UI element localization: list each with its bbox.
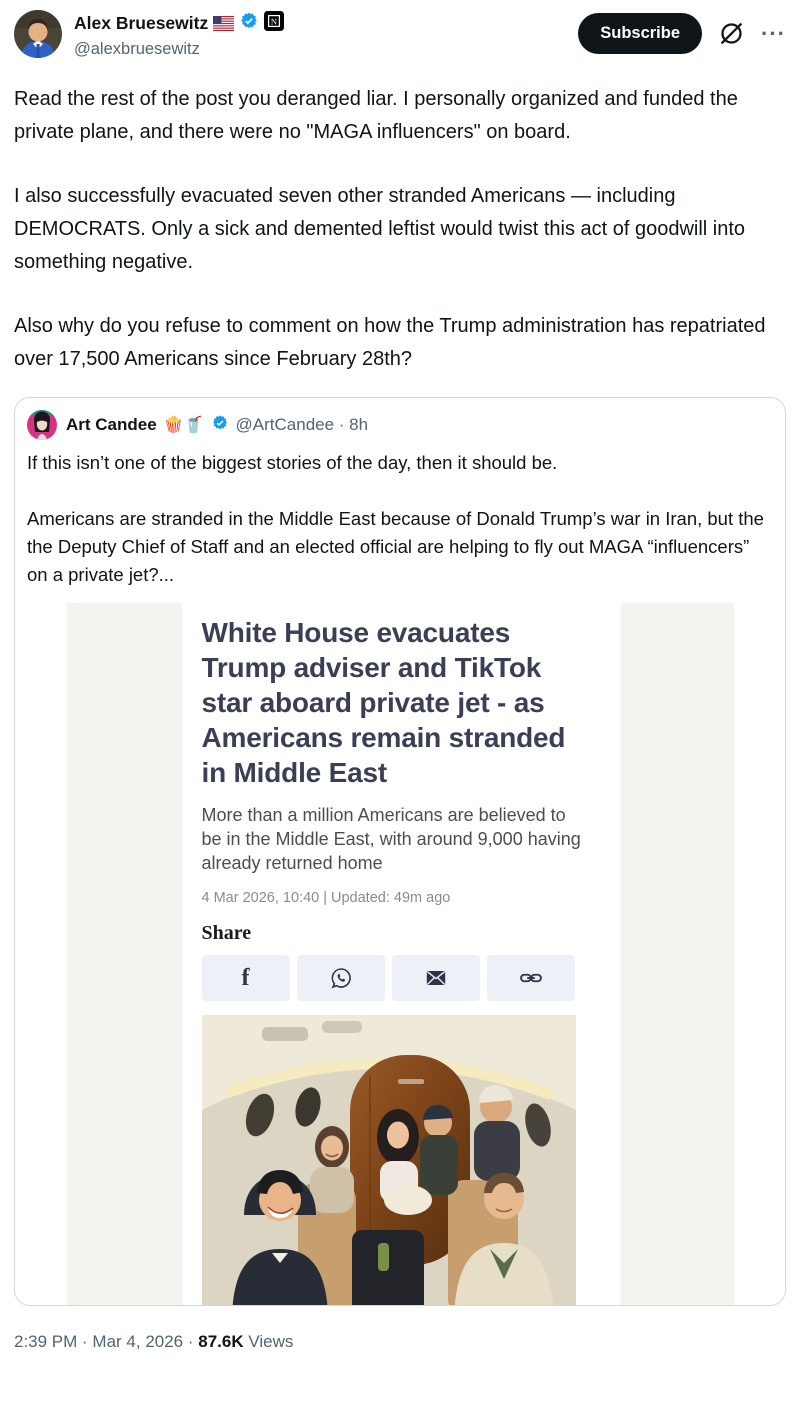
quoted-name-emojis: 🍿🥤 [163, 417, 204, 434]
header-actions [578, 10, 786, 54]
article-headline: White House evacuates Trump adviser and TikTok star aboard private jet - as Americans remain stranded in Middle East [201, 617, 566, 788]
article-screenshot[interactable] [67, 603, 734, 1306]
views-count: 87.6K [198, 1332, 244, 1351]
quoted-paragraph: Americans are stranded in the Middle East because of Donald Trump’s war in Iran, but the the Deputy Chief of Staff and an elected official are helping to fly out MAGA “influencers” on a private jet?... [27, 508, 764, 585]
avatar-image [14, 10, 62, 58]
tweet-paragraph: I also successfully evacuated seven other stranded Americans — including DEMOCRATS. Only a sick and demented leftist would twist this act of goodwill into something negative. [14, 185, 746, 273]
tweet-paragraph: Also why do you refuse to comment on how the Trump administration has repatriated over 17,500 Americans since February 28th? [14, 315, 766, 370]
verified-badge-icon [239, 11, 259, 36]
share-buttons [202, 955, 601, 1001]
timestamp: 2:39 PM · Mar 4, 2026 · [14, 1332, 194, 1351]
us-flag-icon [213, 16, 234, 31]
verified-badge-icon [211, 414, 229, 437]
facebook-icon[interactable]: f [202, 955, 290, 1001]
more-icon[interactable]: ··· [761, 20, 786, 46]
quoted-tweet-header [27, 410, 773, 440]
whatsapp-icon[interactable] [297, 955, 385, 1001]
article-left-gutter [67, 603, 182, 1306]
quoted-tweet-card[interactable] [14, 397, 786, 1306]
display-name[interactable]: Alex Bruesewitz [74, 13, 209, 33]
jet-selfie-photo [202, 1015, 576, 1306]
article-right-gutter [621, 603, 734, 1306]
quoted-avatar-image [27, 410, 57, 440]
grok-icon[interactable] [718, 20, 745, 47]
tweet-text [14, 83, 786, 376]
article-dateline: 4 Mar 2026, 10:40 | Updated: 49m ago [201, 890, 451, 906]
subscribe-button[interactable]: Subscribe [578, 13, 702, 54]
quoted-display-name[interactable]: Art Candee [66, 415, 157, 434]
quoted-tweet-text [27, 449, 773, 589]
quoted-paragraph: If this isn’t one of the biggest stories of the day, then it should be. [27, 452, 558, 473]
tweet-paragraph: Read the rest of the post you deranged liar. I personally organized and funded the private plane, and there were no "MAGA influencers" on board. [14, 88, 738, 143]
avatar[interactable] [14, 10, 62, 58]
article-content [182, 603, 621, 1306]
tweet-header [14, 10, 786, 59]
affiliate-badge-icon[interactable] [264, 11, 284, 36]
email-icon[interactable] [392, 955, 480, 1001]
user-handle[interactable]: @alexbruesewitz [74, 40, 200, 58]
article-subhead: More than a million Americans are believed to be in the Middle East, with around 9,000 having already returned home [201, 805, 581, 873]
article-share-label: Share [201, 922, 252, 944]
tweet-footer [14, 1332, 786, 1352]
svg-text:N: N [271, 16, 278, 27]
quoted-handle-time[interactable]: @ArtCandee · 8h [235, 415, 369, 434]
copy-link-icon[interactable] [487, 955, 575, 1001]
quoted-avatar[interactable] [27, 410, 57, 440]
header-names [74, 10, 578, 59]
views-label: Views [248, 1332, 294, 1351]
